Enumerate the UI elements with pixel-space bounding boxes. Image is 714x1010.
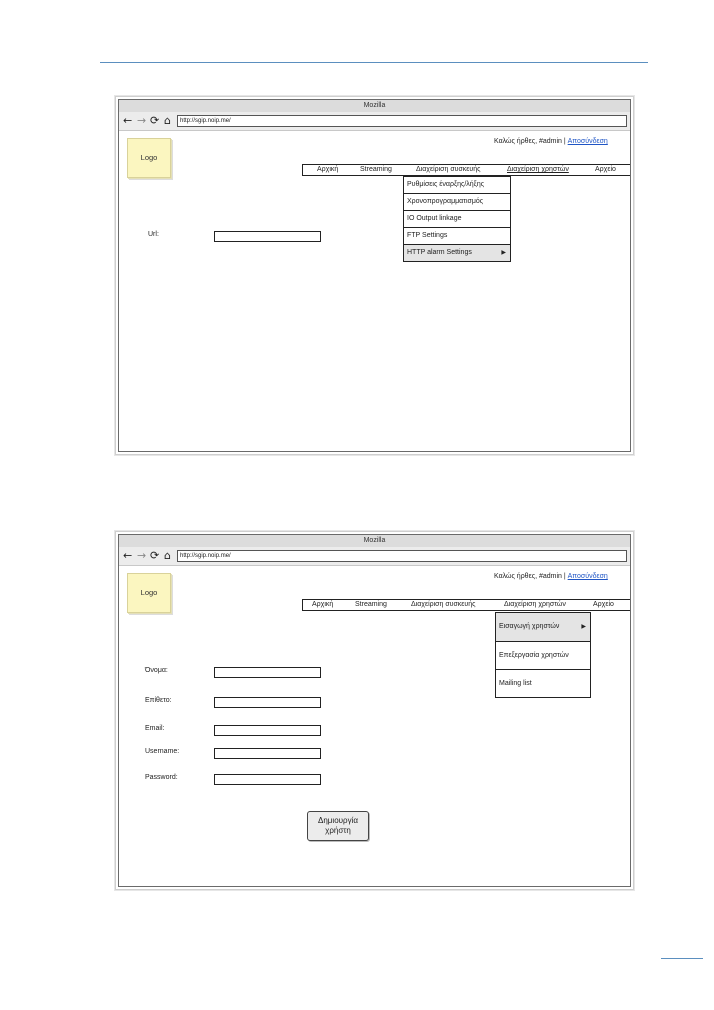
submenu-arrow-icon: ▶ (501, 250, 506, 256)
first-name-input[interactable] (214, 667, 321, 678)
menu-item-streaming[interactable]: Streaming (360, 166, 392, 173)
email-label: Email: (145, 725, 165, 732)
email-input[interactable] (214, 725, 321, 736)
welcome-greeting: Καλώς ήρθες, #admin | (494, 138, 566, 145)
menu-item-device-management[interactable]: Διαχείριση συσκευής (411, 601, 476, 608)
browser-toolbar (119, 112, 630, 131)
url-bar[interactable]: http://sgip.noip.me/ (177, 550, 627, 562)
user-management-dropdown (495, 612, 591, 698)
home-icon[interactable]: ⌂ (164, 114, 171, 127)
home-icon[interactable]: ⌂ (164, 549, 171, 562)
dropdown-item-label: Εισαγωγή χρηστών (499, 623, 560, 630)
browser-toolbar (119, 547, 630, 566)
browser-window (118, 99, 631, 452)
dropdown-item-edit-users[interactable]: Επεξεργασία χρηστών (496, 641, 590, 670)
logo-placeholder: Logo (127, 138, 171, 178)
menu-item-home[interactable]: Αρχική (317, 166, 339, 173)
main-menu (302, 164, 631, 176)
footer-rule (661, 958, 703, 959)
last-name-label: Επίθετο: (145, 697, 172, 704)
browser-window (118, 534, 631, 887)
main-menu (302, 599, 631, 611)
submenu-arrow-icon: ▶ (581, 624, 586, 630)
last-name-input[interactable] (214, 697, 321, 708)
logout-link[interactable]: Αποσύνδεση (567, 573, 608, 580)
dropdown-item-label: HTTP alarm Settings (407, 249, 472, 256)
username-input[interactable] (214, 748, 321, 759)
window-title: Mozilla (119, 535, 630, 548)
password-input[interactable] (214, 774, 321, 785)
dropdown-item-ftp-settings[interactable]: FTP Settings (404, 227, 510, 244)
password-label: Password: (145, 774, 178, 781)
logo-placeholder: Logo (127, 573, 171, 613)
forward-icon[interactable]: → (137, 114, 147, 127)
url-bar[interactable]: http://sgip.noip.me/ (177, 115, 627, 127)
header-rule (100, 62, 648, 63)
menu-item-user-management[interactable]: Διαχείριση χρηστών (507, 166, 569, 173)
menu-item-archive[interactable]: Αρχείο (595, 166, 616, 173)
forward-icon[interactable]: → (137, 549, 147, 562)
dropdown-item-io-output-linkage[interactable]: IO Output linkage (404, 210, 510, 227)
reload-icon[interactable]: ⟳ (150, 549, 160, 562)
first-name-label: Όνομα: (145, 667, 168, 674)
url-label: Url: (148, 231, 159, 238)
menu-item-archive[interactable]: Αρχείο (593, 601, 614, 608)
dropdown-item-import-users[interactable] (496, 613, 590, 641)
dropdown-item-start-stop-settings[interactable]: Ρυθμίσεις έναρξης/λήξης (407, 181, 485, 188)
welcome-text (494, 138, 608, 145)
menu-item-streaming[interactable]: Streaming (355, 601, 387, 608)
browser-mockup-device-settings (115, 96, 634, 455)
back-icon[interactable]: ← (123, 549, 133, 562)
username-label: Username: (145, 748, 180, 755)
welcome-greeting: Καλώς ήρθες, #admin | (494, 573, 566, 580)
menu-item-device-management[interactable]: Διαχείριση συσκευής (416, 166, 481, 173)
url-input[interactable] (214, 231, 321, 242)
back-icon[interactable]: ← (123, 114, 133, 127)
dropdown-item-scheduling[interactable]: Χρονοπρογραμματισμός (404, 193, 510, 210)
dropdown-item-mailing-list[interactable]: Mailing list (496, 669, 590, 697)
create-user-button[interactable] (307, 811, 369, 841)
welcome-text (494, 573, 608, 580)
logout-link[interactable]: Αποσύνδεση (567, 138, 608, 145)
device-management-dropdown (403, 176, 511, 262)
dropdown-item-http-alarm-settings[interactable] (404, 244, 510, 261)
window-title: Mozilla (119, 100, 630, 113)
create-user-button-label: Δημιουργία χρήστη (318, 816, 358, 835)
browser-mockup-user-management (115, 531, 634, 890)
menu-item-user-management[interactable]: Διαχείριση χρηστών (504, 601, 566, 608)
menu-item-home[interactable]: Αρχική (312, 601, 334, 608)
reload-icon[interactable]: ⟳ (150, 114, 160, 127)
